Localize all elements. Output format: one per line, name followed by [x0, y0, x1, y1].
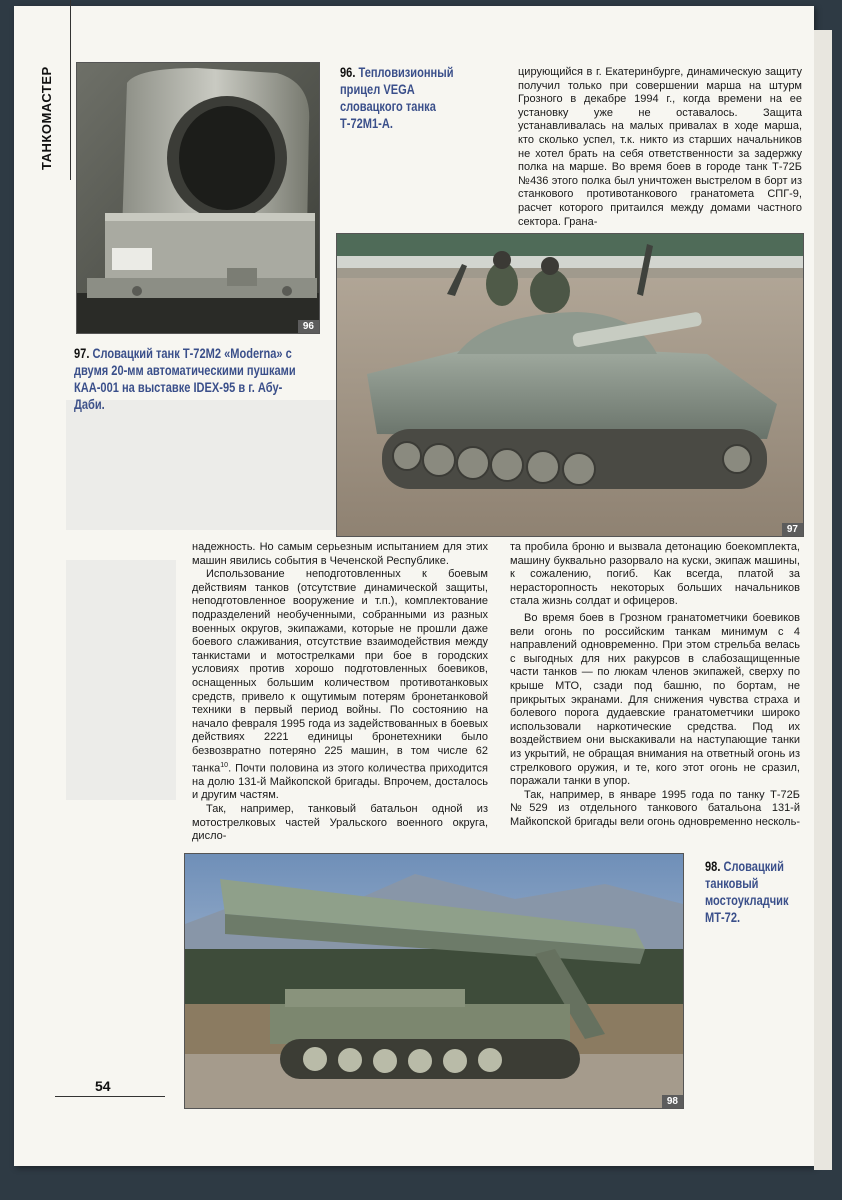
text-column-left — [192, 541, 488, 844]
page-number: 54 — [95, 1078, 111, 1094]
photo-number-97: 97 — [782, 523, 803, 536]
thermal-sight-illustration — [77, 63, 319, 333]
paragraph-right-3: Так, например, в январе 1995 года по танку Т-72Б №529 из отдельного танкового батальона 131-й Майкопской бригады вели огонь одновременно несколь- — [510, 788, 800, 828]
paragraph-left-2 — [192, 568, 488, 803]
paragraph-top-right: цирующийся в г. Екатеринбурге, динамическую защиту получил только при совершении марша на штурм Грозного в декабре 1994 г., когда времени на ее установку уже не оставалось. Защита устанавливалась на малых привалах в ходе марша, кто сколько успел, т.к. никто из старших начальников не хотел брать на себя ответственности за задержку полка на марше. Во время боев в городе танк Т-72Б №436 этого полка был уничтожен выстрелом в борт из станкового противотанкового гранатомета СПГ-9, расчет которого притаился между домами частного сектора. Грана- — [518, 66, 802, 228]
page-edge — [814, 30, 832, 1170]
paragraph-left-2-main: Использование неподготовленных к боевым действиям танков (отсутствие динамической защиты, неподготовленное вооружение и т.п.), комплектование подразделений необученными, собранными из разных военных округов, экипажами, которые не прошли даже боевого слаживания, отсутствие взаимодействия между танкистами и мотострелками при бое в городских условиях против хорошо подготовленных боевиков, оснащенных большим количеством противотанковых средств, привело к ощутимым потерям бронетанковой техники в первый период войны. По состоянию на начало февраля 1995 года из задействованных в боевых действиях 2221 единицы бронетехники было безвозвратно потеряно 225 машин, в том числе 62 танка — [192, 568, 488, 775]
paragraph-left-3: Так, например, танковый батальон одной из мотострелковых частей Уральского военного округа, дисло- — [192, 802, 488, 843]
paragraph-right-2: Во время боев в Грозном гранатометчики боевиков вели огонь по российским танкам минимум с 4 направлений одновременно. При этом стрельба велась с выгодных для них ракурсов в слабозащищенные части танков — по люкам членов экипажей, сверху по крыше МТО, сзади под башню, по бортам, не прикрытых экранами. Для снижения чувства страха и болевого порога дудаевские гранатометчики широко использовали наркотические средства. Под их воздействием они выскакивали на наступающие танки из укрытий, не обращая внимания на ответный огонь из стрелкового оружия, и те, кого этот огонь не сразил, поражали танки в упор. — [510, 611, 800, 788]
show-through-shadow-left — [66, 560, 176, 800]
photo-number-98: 98 — [662, 1095, 683, 1108]
show-through-shadow — [66, 400, 336, 530]
section-label — [27, 40, 67, 180]
photo-thermal-sight — [76, 62, 320, 334]
paragraph-left-2-end: . Почти половина из этого количества приходится на долю 131-й Майкопской бригады. Впрочем, досталось и другим частям. — [192, 762, 488, 802]
tank-illustration — [337, 234, 803, 536]
caption-97-text: Словацкий танк Т-72М2 «Moderna» с двумя 20-мм автоматическими пушками КАА-001 на выставке IDEX-95 в г. Абу-Даби. — [74, 346, 296, 412]
text-column-right — [510, 541, 800, 829]
caption-96 — [340, 64, 479, 132]
caption-98-text: Словацкий танковый мостоукладчик МТ-72. — [705, 859, 789, 925]
photo-t72m2-tank — [336, 233, 804, 537]
caption-98 — [705, 858, 787, 926]
section-label-text: ТАНКОМАСТЕР — [39, 66, 54, 170]
sidebar-rule — [70, 0, 71, 180]
photo-mt72-bridge-layer — [184, 853, 684, 1109]
caption-96-text: Тепловизионный прицел VEGA словацкого танка Т-72М1-А. — [340, 65, 454, 131]
caption-96-number: 96. — [340, 65, 356, 80]
footnote-ref: 10 — [220, 761, 229, 769]
paragraph-right-1: та пробила броню и вызвала детонацию боекомплекта, машину буквально разорвало на куски, экипаж машины, к сожалению, погиб. Как всегда, платой за нерасторопность некоторых больших начальников стала жизнь солдат и офицеров. — [510, 541, 800, 608]
caption-98-number: 98. — [705, 859, 721, 874]
caption-97-number: 97. — [74, 346, 90, 361]
text-column-top-right — [518, 66, 802, 229]
photo-number-96: 96 — [298, 320, 319, 333]
bridge-layer-illustration — [185, 854, 683, 1108]
paragraph-left-1: надежность. Но самым серьезным испытанием для этих машин явились события в Чеченской Республике. — [192, 541, 488, 567]
footer-rule — [55, 1096, 165, 1097]
